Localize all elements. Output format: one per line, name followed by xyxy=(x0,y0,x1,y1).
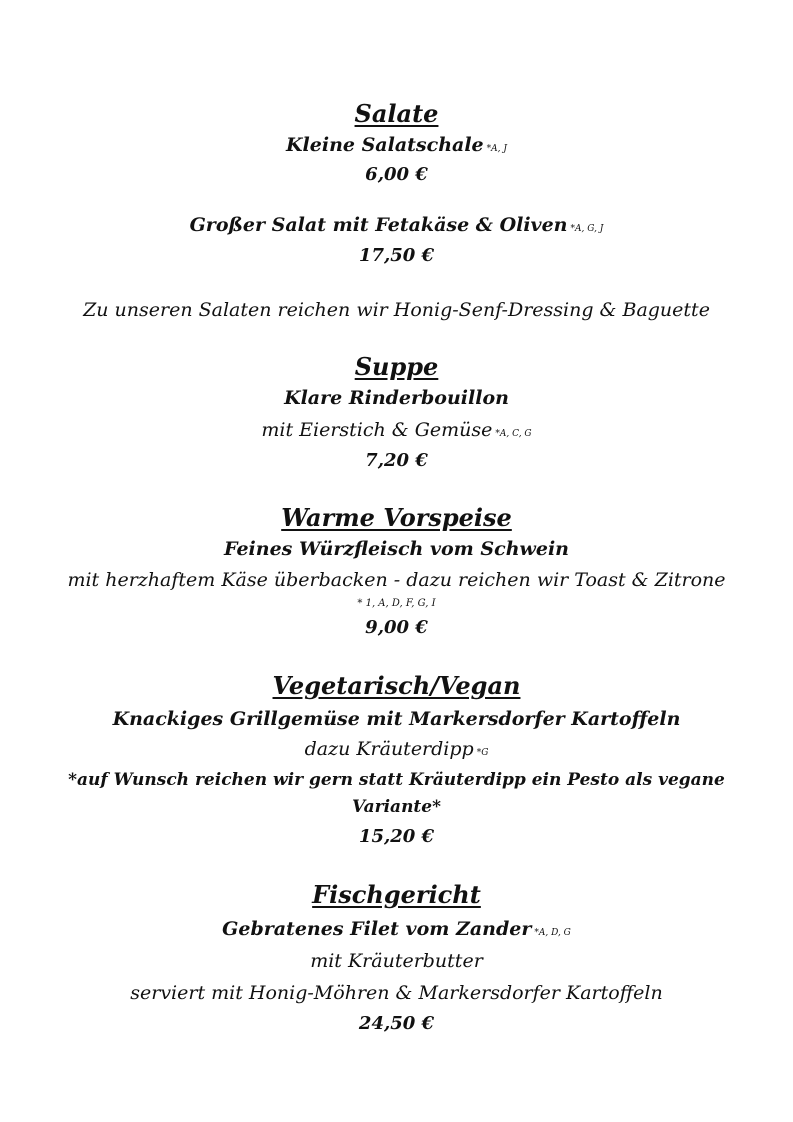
vegan-option-note-line1: *auf Wunsch reichen wir gern statt Kräuterdipp ein Pesto als vegane xyxy=(68,770,725,790)
vegan-option-note-line2: Variante* xyxy=(352,797,441,817)
allergen-codes: *A, J xyxy=(486,144,507,154)
dish-line-kleine-salatschale xyxy=(0,134,793,156)
dish-price: 7,20 € xyxy=(365,450,428,471)
allergen-codes: * 1, A, D, F, G, I xyxy=(357,598,436,609)
dish-description: dazu Kräuterdipp xyxy=(304,738,474,760)
allergen-codes: *A, G, J xyxy=(570,224,604,234)
dish-line-zander xyxy=(0,918,793,940)
dish-price: 15,20 € xyxy=(358,826,435,847)
allergen-codes: *A, D, G xyxy=(534,928,571,938)
section-heading-warme-vorspeise: Warme Vorspeise xyxy=(281,503,512,532)
dish-price: 17,50 € xyxy=(358,245,435,266)
dish-description: mit Eierstich & Gemüse xyxy=(261,419,493,441)
dish-name: Kleine Salatschale xyxy=(286,134,484,156)
dish-price: 9,00 € xyxy=(365,617,428,638)
dish-price: 24,50 € xyxy=(358,1013,435,1034)
dish-description: serviert mit Honig-Möhren & Markersdorfer Kartoffeln xyxy=(130,982,663,1004)
dish-name: Knackiges Grillgemüse mit Markersdorfer Kartoffeln xyxy=(112,708,681,730)
dish-description-line xyxy=(0,738,793,760)
dish-name: Gebratenes Filet vom Zander xyxy=(222,918,532,940)
dish-name: Feines Würzfleisch vom Schwein xyxy=(224,538,569,560)
dish-line-grosser-salat xyxy=(0,214,793,236)
dish-price: 6,00 € xyxy=(365,164,428,185)
section-heading-vegetarisch-vegan: Vegetarisch/Vegan xyxy=(272,671,521,700)
allergen-codes: *A, C, G xyxy=(495,429,532,439)
dish-name: Großer Salat mit Fetakäse & Oliven xyxy=(189,214,568,236)
dish-description: mit herzhaftem Käse überbacken - dazu reichen wir Toast & Zitrone xyxy=(67,569,726,591)
dish-description: mit Kräuterbutter xyxy=(310,950,483,972)
section-heading-salate: Salate xyxy=(354,99,439,128)
section-heading-fischgericht: Fischgericht xyxy=(312,880,481,909)
dish-description-line xyxy=(0,419,793,441)
dish-name: Klare Rinderbouillon xyxy=(284,387,509,409)
allergen-codes: *G xyxy=(476,748,489,758)
section-heading-suppe: Suppe xyxy=(354,352,439,381)
salad-note: Zu unseren Salaten reichen wir Honig-Senf-Dressing & Baguette xyxy=(83,299,710,321)
